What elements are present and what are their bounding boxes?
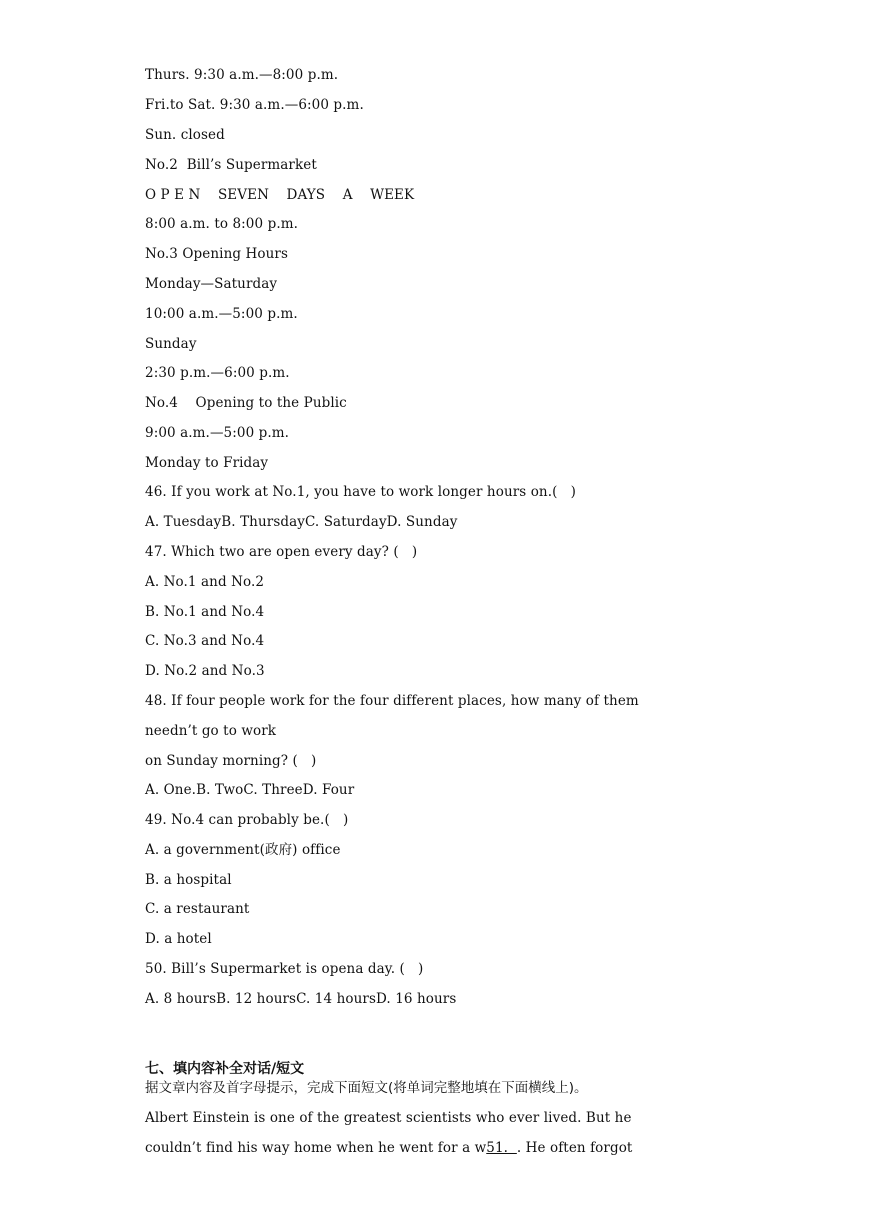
option-b-49: B. a hospital [145,872,232,888]
text-line: 9:00 a.m.—5:00 p.m. [145,425,290,441]
text-line: Thurs. 9:30 a.m.—8:00 p.m. [145,67,339,83]
option-a-47: A. No.1 and No.2 [145,574,265,590]
text-line: No.3 Opening Hours [145,246,288,262]
option-a-49: A. a government(政府) office [145,842,341,858]
option-c-47: C. No.3 and No.4 [145,633,265,649]
question-48-cont: on Sunday morning? ( ) [145,753,317,769]
question-46: 46. If you work at No.1, you have to work longer hours on.( ) [145,484,577,500]
passage-text: . He often forgot [516,1140,633,1156]
passage-line [145,1139,632,1157]
text-line: Sunday [145,336,197,352]
section-instruction: 据文章内容及首字母提示，完成下面短文(将单词完整地填在下面横线上)。 [145,1080,588,1096]
options-50: A. 8 hoursB. 12 hoursC. 14 hoursD. 16 hours [145,991,457,1007]
text-line: 8:00 a.m. to 8:00 p.m. [145,216,299,232]
question-48-cont: needn’t go to work [145,723,277,739]
text-line: Sun. closed [145,127,225,143]
passage-text: couldn’t find his way home when he went for a w [145,1140,487,1156]
text-line: Monday to Friday [145,455,269,471]
option-d-47: D. No.2 and No.3 [145,663,265,679]
question-47: 47. Which two are open every day? ( ) [145,544,418,560]
options-48: A. One.B. TwoC. ThreeD. Four [145,782,355,798]
blank-51: 51. [486,1140,517,1156]
text-line: No.4 Opening to the Public [145,395,347,411]
question-48: 48. If four people work for the four different places, how many of them [145,693,639,709]
question-49: 49. No.4 can probably be.( ) [145,812,349,828]
text-line: 10:00 a.m.—5:00 p.m. [145,306,298,322]
option-d-49: D. a hotel [145,931,212,947]
text-line: 2:30 p.m.—6:00 p.m. [145,365,290,381]
text-line: No.2 Bill’s Supermarket [145,157,317,173]
option-c-49: C. a restaurant [145,901,250,917]
text-line: Fri.to Sat. 9:30 a.m.—6:00 p.m. [145,97,364,113]
option-b-47: B. No.1 and No.4 [145,604,265,620]
text-line: Monday—Saturday [145,276,278,292]
section-title: 七、填内容补全对话/短文 [145,1061,305,1077]
options-46: A. TuesdayB. ThursdayC. SaturdayD. Sunday [145,514,458,530]
question-50: 50. Bill’s Supermarket is opena day. ( ) [145,961,424,977]
passage-line: Albert Einstein is one of the greatest scientists who ever lived. But he [145,1110,632,1126]
text-line: O P E N SEVEN DAYS A WEEK [145,187,415,203]
